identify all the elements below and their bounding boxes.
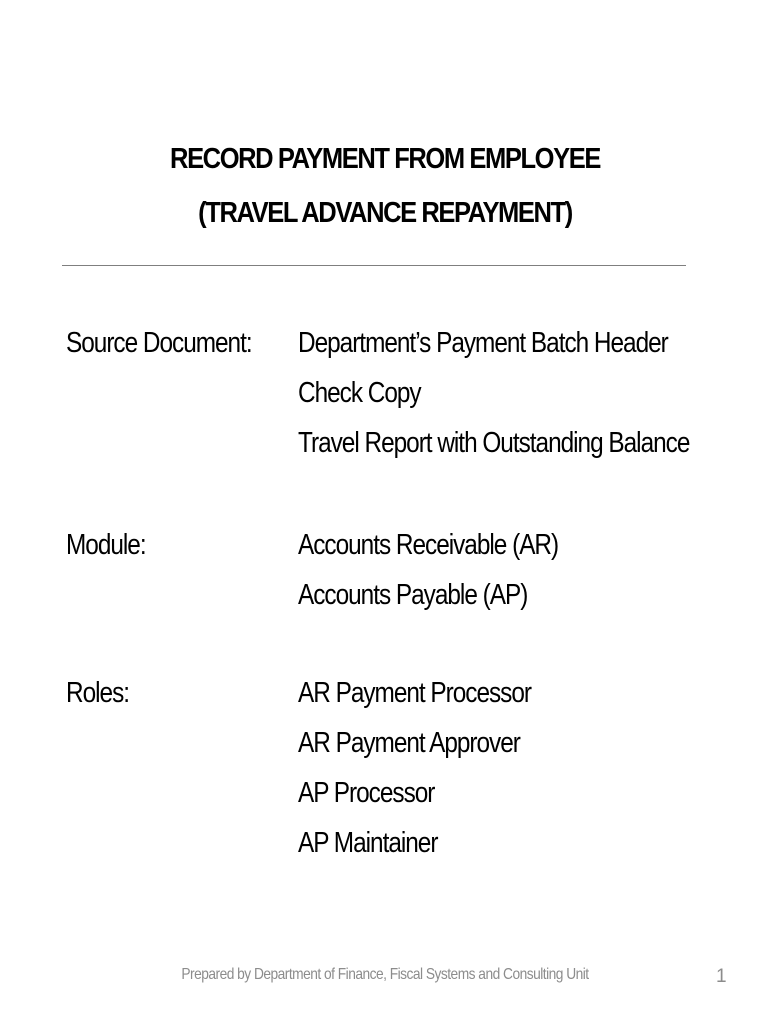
source-document-item: Department’s Payment Batch Header: [298, 327, 668, 359]
module-item: Accounts Payable (AP): [298, 579, 528, 611]
footer-credit: Prepared by Department of Finance, Fiscal Systems and Consulting Unit: [181, 966, 589, 983]
roles-values: [298, 668, 575, 868]
module-values: [298, 520, 608, 620]
page-number: 1: [716, 966, 727, 987]
title-divider: [62, 265, 686, 266]
module-item: Accounts Receivable (AR): [298, 529, 559, 561]
source-document-label: Source Document:: [66, 327, 252, 359]
module-label: Module:: [66, 529, 146, 561]
title-line-2: (TRAVEL ADVANCE REPAYMENT): [198, 197, 572, 229]
role-item: AR Payment Processor: [298, 677, 532, 709]
source-document-item: Check Copy: [298, 377, 421, 409]
role-item: AP Maintainer: [298, 827, 438, 859]
title-line-1: RECORD PAYMENT FROM EMPLOYEE: [170, 143, 600, 175]
source-document-values: [298, 318, 764, 468]
source-document-item: Travel Report with Outstanding Balance: [298, 427, 690, 459]
page-title: [0, 132, 770, 240]
role-item: AP Processor: [298, 777, 435, 809]
role-item: AR Payment Approver: [298, 727, 520, 759]
page-footer: [0, 966, 770, 990]
roles-label: Roles:: [66, 677, 129, 709]
